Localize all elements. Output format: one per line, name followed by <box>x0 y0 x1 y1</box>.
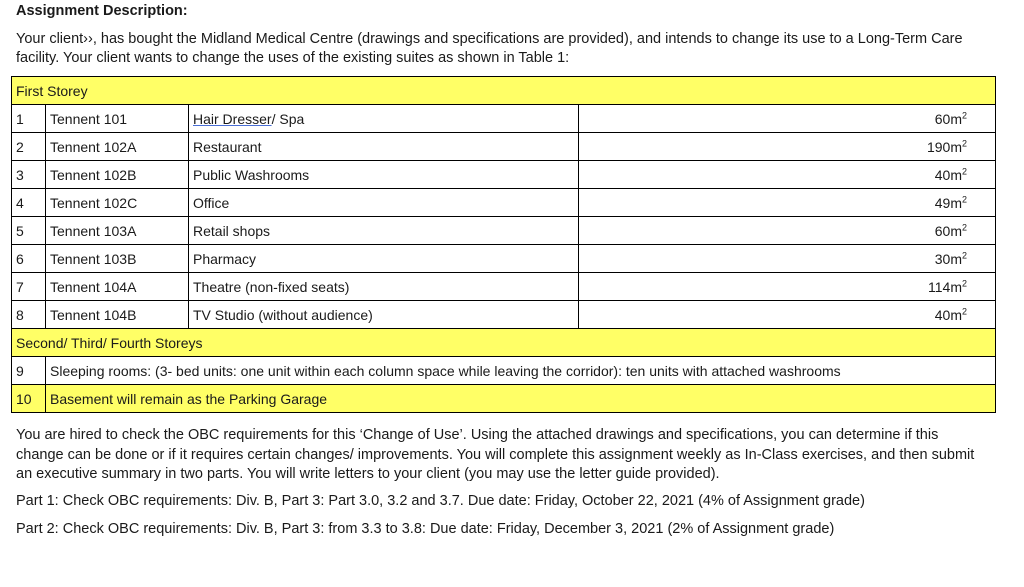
use-cell: Retail shops <box>189 217 579 245</box>
basement-cell: Basement will remain as the Parking Garage <box>46 385 996 413</box>
sleeping-rooms-cell: Sleeping rooms: (3- bed units: one unit within each column space while leaving the corridor): ten units with attached washrooms <box>46 357 996 385</box>
area-value: 49m <box>934 194 962 211</box>
use-text-rest: / Spa <box>271 110 305 127</box>
row-number: 8 <box>12 301 46 329</box>
table-row <box>12 105 996 133</box>
table-row <box>12 133 996 161</box>
table-row <box>12 385 996 413</box>
row-number: 6 <box>12 245 46 273</box>
area-value: 40m <box>934 166 962 183</box>
area-unit-exponent: 2 <box>962 221 968 232</box>
area-cell <box>579 161 996 189</box>
area-value: 30m <box>934 250 962 267</box>
use-cell: TV Studio (without audience) <box>189 301 579 329</box>
tenant-cell: Tennent 102A <box>46 133 189 161</box>
intro-paragraph: Your client››, has bought the Midland Medical Centre (drawings and specifications are provided), and intends to change its use to a Long-Term Care facility. Your client wants to change the uses of the existing suites as shown in Table 1: <box>16 31 963 66</box>
table-row <box>12 161 996 189</box>
table-row <box>12 273 996 301</box>
area-cell <box>579 133 996 161</box>
row-number: 2 <box>12 133 46 161</box>
area-value: 60m <box>934 222 962 239</box>
row-number: 9 <box>12 357 46 385</box>
tenant-cell: Tennent 103B <box>46 245 189 273</box>
tenant-cell: Tennent 104A <box>46 273 189 301</box>
area-cell <box>579 245 996 273</box>
part1-paragraph: Part 1: Check OBC requirements: Div. B, Part 3: Part 3.0, 3.2 and 3.7. Due date: Friday, October 22, 2021 (4% of Assignment grade) <box>16 493 865 509</box>
use-cell: Office <box>189 189 579 217</box>
area-value: 40m <box>934 306 962 323</box>
use-cell: Pharmacy <box>189 245 579 273</box>
area-value: 60m <box>934 110 962 127</box>
area-unit-exponent: 2 <box>962 249 968 260</box>
row-number: 7 <box>12 273 46 301</box>
row-number: 5 <box>12 217 46 245</box>
area-value: 114m <box>928 278 962 295</box>
tenant-cell: Tennent 102B <box>46 161 189 189</box>
table-row <box>12 245 996 273</box>
tenant-cell: Tennent 102C <box>46 189 189 217</box>
use-cell <box>189 105 579 133</box>
table-row <box>12 189 996 217</box>
upper-storeys-label: Second/ Third/ Fourth Storeys <box>12 329 996 357</box>
assignment-heading: Assignment Description: <box>16 3 188 19</box>
row-number: 1 <box>12 105 46 133</box>
first-storey-label: First Storey <box>12 77 996 105</box>
tenant-cell: Tennent 101 <box>46 105 189 133</box>
area-unit-exponent: 2 <box>962 137 968 148</box>
area-cell <box>579 105 996 133</box>
use-cell: Public Washrooms <box>189 161 579 189</box>
first-storey-row <box>12 77 996 105</box>
table-row <box>12 357 996 385</box>
tenant-cell: Tennent 103A <box>46 217 189 245</box>
area-value: 190m <box>926 138 962 155</box>
table-row <box>12 217 996 245</box>
area-unit-exponent: 2 <box>962 109 968 120</box>
area-cell <box>579 273 996 301</box>
area-cell <box>579 217 996 245</box>
part2-paragraph: Part 2: Check OBC requirements: Div. B, Part 3: from 3.3 to 3.8: Due date: Friday, December 3, 2021 (2% of Assignment grade) <box>16 521 835 537</box>
use-text-underlined: Hair Dresser <box>193 110 272 127</box>
area-cell <box>579 189 996 217</box>
upper-storeys-row <box>12 329 996 357</box>
area-cell <box>579 301 996 329</box>
row-number: 3 <box>12 161 46 189</box>
row-number: 4 <box>12 189 46 217</box>
tenant-cell: Tennent 104B <box>46 301 189 329</box>
use-cell: Theatre (non-fixed seats) <box>189 273 579 301</box>
instructions-paragraph: You are hired to check the OBC requirements for this ‘Change of Use’. Using the attached drawings and specifications, you can determine if this change can be done or if it requires certain changes/ improvements. You will complete this assignment weekly as In-Class exercises, and then submit an executive summary in two parts. You will write letters to your client (you may use the letter guide provided). <box>16 427 975 482</box>
row-number: 10 <box>12 385 46 413</box>
area-unit-exponent: 2 <box>962 165 968 176</box>
area-unit-exponent: 2 <box>962 305 968 316</box>
suite-use-table <box>11 76 996 413</box>
area-unit-exponent: 2 <box>962 277 968 288</box>
use-cell: Restaurant <box>189 133 579 161</box>
area-unit-exponent: 2 <box>962 193 968 204</box>
table-row <box>12 301 996 329</box>
